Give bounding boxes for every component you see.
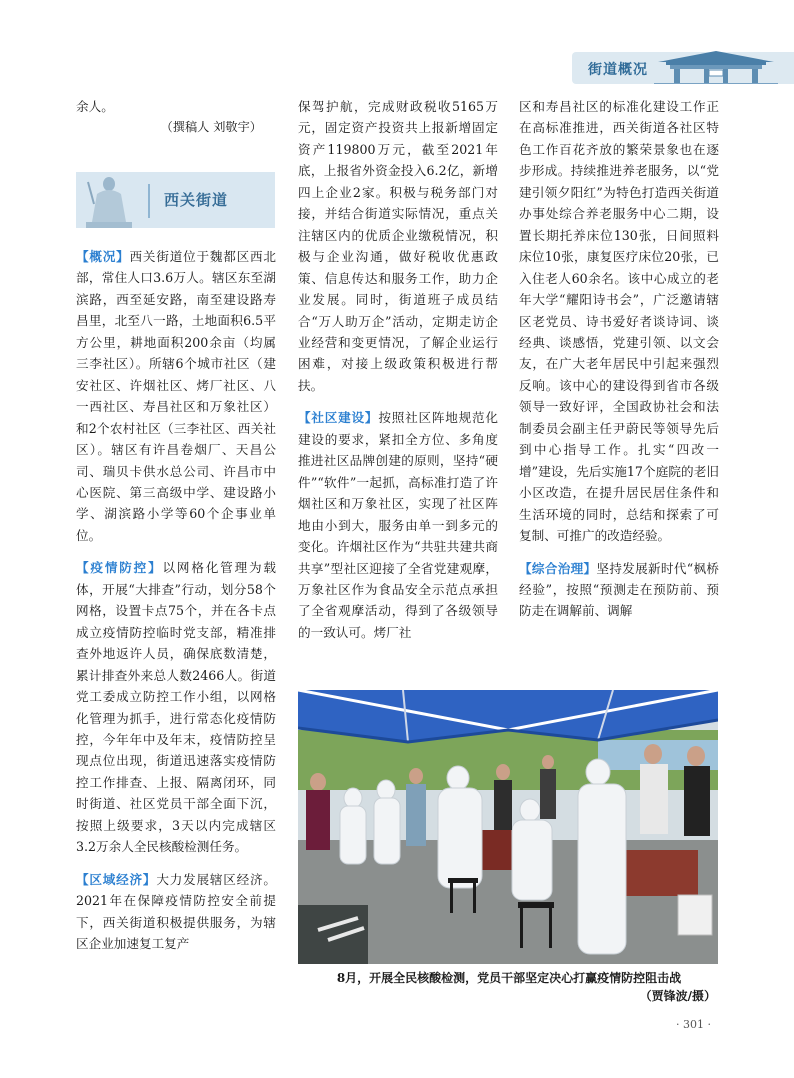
epidemic-text: 以网格化管理为载体，开展“大排查”行动，划分58个网格，设置卡点75个，并在各卡点成立疫情防控临时党支部，精准排查外地返许人员，确保底数清楚，累计排查外来总人数2466人。街道党工委成立防控工作小组，以网格化管理为抓手，进行常态化疫情防控，今年年中及年末，疫情防控呈现点位出现，街道迅速落实疫情防控工作排查、上报、隔离闭环，同时街道、社区党员干部全面下沉，按照上级要求，3天以内完成辖区3.2万余人全民核酸检测任务。 — [76, 560, 277, 855]
governance-paragraph — [519, 558, 719, 622]
archway-illustration — [654, 48, 778, 84]
column-1 — [76, 96, 276, 139]
epidemic-paragraph — [76, 557, 276, 857]
photo-image — [298, 690, 718, 964]
community-paragraph — [298, 407, 498, 643]
caption-text: 8月，开展全民核酸检测，党员干部坚定决心打赢疫情防控阻击战 — [336, 971, 682, 985]
community-continuation: 区和寿昌社区的标准化建设工作正在高标准推进，西关街道各社区特色工作百花齐放的繁荣景象也在逐步形成。持续推进养老服务，以“党建引领夕阳红”为特色打造西关街道办事处综合养老服务中心二期，设置长期托养床位130张，日间照料床位10张，康复医疗床位20张，已入住老人60余名。该中心成立的老年大学“耀阳诗书会”，广泛邀请辖区老党员、诗书爱好者谈诗词、谈经典、谈感悟，党建引领、以文会友，在广大老年居民中引起来强烈反响。该中心的建设得到省市各级领导一致好评，全国政协社会和法制委员会副主任尹蔚民等领导先后到中心指导工作。扎实“四改一增”建设，先后实施17个庭院的老旧小区改造，在提升居民居住条件和生活环境的同时，总结和探索了可复制、可推广的改造经验。 — [519, 99, 719, 544]
district-title: 西关街道 — [164, 191, 229, 209]
section-header-title: 街道概况 — [588, 62, 648, 78]
overview-label: 【概况】 — [76, 249, 130, 264]
column-3 — [519, 96, 719, 622]
photo-credit: （贾锋波/摄） — [639, 989, 716, 1003]
epidemic-label: 【疫情防控】 — [76, 560, 163, 576]
page-number: · 301 · — [676, 1018, 711, 1031]
section-header-tab — [572, 52, 794, 84]
community-label: 【社区建设】 — [298, 410, 379, 426]
section-banner — [76, 172, 275, 228]
overview-text: 西关街道位于魏都区西北部，常住人口3.6万人。辖区东至湖滨路，西至延安路，南至建设路寿昌里，北至八一路，土地面积6.5平方公里，耕地面积200余亩（均属三李社区）。所辖6个城市社区（建安社区、许烟社区、烤厂社区、八一西社区、寿昌社区和万象社区）和2个农村社区（三李社区、西关社区）。辖区有许昌卷烟厂、天昌公司、瑞贝卡供水总公司、许昌市中心医院、第三高级中学、建设路小学、湖滨路小学等60个企事业单位。 — [76, 249, 277, 543]
governance-text: 坚持发展新时代“枫桥经验”，按照“预测走在预防前、预防走在调解前、调解 — [519, 560, 719, 619]
economy-paragraph — [76, 869, 276, 955]
community-text: 按照社区阵地规范化建设的要求，紧扣全方位、多角度推进社区品牌创建的原则，坚持“硬件”“软件”一起抓，高标准打造了许烟社区和万象社区，实现了社区阵地由小到大，服务由单一到多元的变化。许烟社区作为“共驻共建共商共享”型社区迎接了全省党建观摩，万象社区作为食品安全示范点承担了全省观摩活动，得到了各级领导的一致认可。烤厂社 — [298, 410, 499, 640]
author-signature: （撰稿人 刘敬宇） — [160, 120, 262, 135]
column-2 — [298, 96, 498, 643]
column-1-body — [76, 246, 276, 955]
photo-caption — [300, 969, 718, 1005]
nucleic-acid-testing-photo — [298, 690, 718, 964]
economy-continuation: 保驾护航，完成财政税收5165万元，固定资产投资共上报新增固定资产119800万元，截至2021年底，上报省外资金投入6.2亿，新增四上企业2家。积极与税务部门对接，并结合街道实际情况，重点关注辖区内的优质企业缴税情况，积极与企业沟通，做好税收优惠政策、信息传达和服务工作，助力企业发展。同时，街道班子成员结合“万人助万企”活动，定期走访企业经营和变更情况，了解企业运行困难，对接上级政策积极进行帮扶。 — [298, 99, 498, 393]
economy-label: 【区域经济】 — [76, 871, 157, 887]
banner-divider — [148, 184, 150, 218]
economy-text: 大力发展辖区经济。2021年在保障疫情防控安全前提下，西关街道积极提供服务，为辖区企业加速复工复产 — [76, 871, 277, 952]
statue-illustration — [80, 174, 138, 228]
governance-label: 【综合治理】 — [519, 560, 597, 576]
overview-paragraph — [76, 246, 276, 546]
paragraph-tail: 余人。 — [76, 99, 114, 114]
